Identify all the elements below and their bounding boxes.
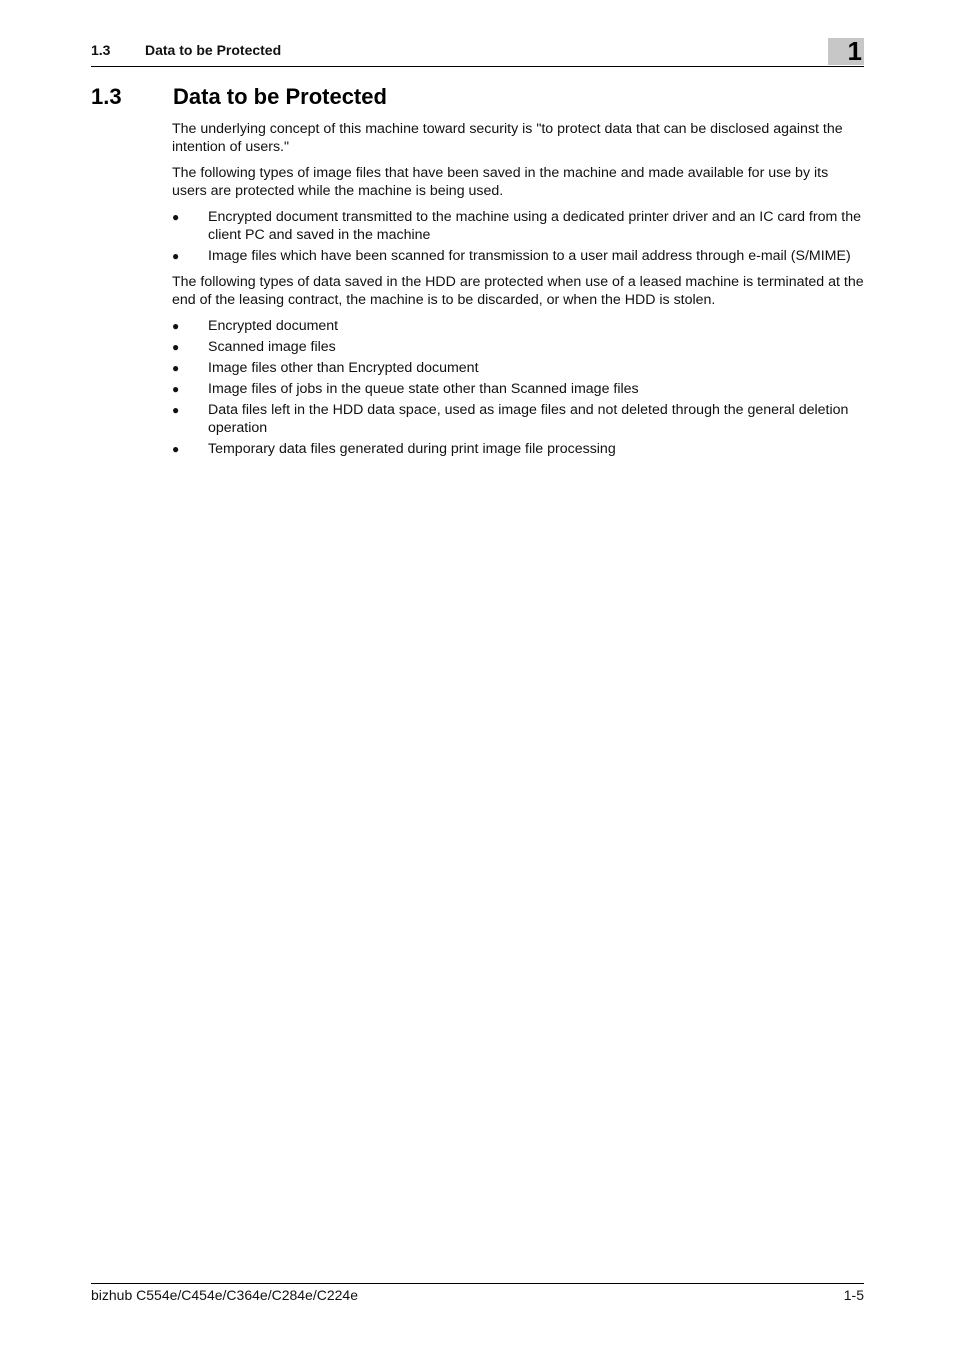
list-item <box>172 359 864 377</box>
footer-product-name: bizhub C554e/C454e/C364e/C284e/C224e <box>91 1287 358 1303</box>
list-item-text: Image files which have been scanned for transmission to a user mail address through e-mail (S/MIME) <box>208 248 851 264</box>
bullet-icon: ● <box>172 340 180 354</box>
section-heading-number: 1.3 <box>91 84 122 109</box>
bullet-list-hdd <box>172 317 864 458</box>
running-header <box>91 36 864 67</box>
list-item <box>172 208 864 244</box>
list-item <box>172 338 864 356</box>
list-item <box>172 380 864 398</box>
list-item-text: Encrypted document transmitted to the machine using a dedicated printer driver and an IC card from the client PC and saved in the machine <box>208 209 861 243</box>
bullet-icon: ● <box>172 319 180 333</box>
bullet-icon: ● <box>172 382 180 396</box>
chapter-tab <box>828 38 864 65</box>
footer-page-number: 1-5 <box>843 1287 864 1303</box>
list-item-text: Temporary data files generated during print image file processing <box>208 441 616 457</box>
section-heading-title: Data to be Protected <box>173 84 387 109</box>
section-heading <box>91 84 387 110</box>
header-section-number: 1.3 <box>91 42 111 58</box>
paragraph-intro: The underlying concept of this machine toward security is "to protect data that can be disclosed against the intention of users." <box>172 121 843 155</box>
list-item <box>172 401 864 437</box>
bullet-list-in-use <box>172 208 864 265</box>
bullet-icon: ● <box>172 442 180 456</box>
bullet-icon: ● <box>172 361 180 375</box>
header-section-title: Data to be Protected <box>145 42 282 58</box>
page-footer <box>91 1283 864 1303</box>
main-content <box>172 120 864 466</box>
list-item-text: Data files left in the HDD data space, used as image files and not deleted through the general deletion operation <box>208 402 849 436</box>
list-item <box>172 247 864 265</box>
paragraph-image-files: The following types of image files that have been saved in the machine and made available for use by its users are protected while the machine is being used. <box>172 165 829 199</box>
bullet-icon: ● <box>172 403 180 417</box>
paragraph-hdd: The following types of data saved in the HDD are protected when use of a leased machine is terminated at the end of the leasing contract, the machine is to be discarded, or when the HDD is stolen. <box>172 274 864 308</box>
list-item <box>172 440 864 458</box>
bullet-icon: ● <box>172 210 180 224</box>
list-item-text: Encrypted document <box>208 318 339 334</box>
list-item <box>172 317 864 335</box>
list-item-text: Image files other than Encrypted document <box>208 360 479 376</box>
chapter-number: 1 <box>847 36 862 66</box>
bullet-icon: ● <box>172 249 180 263</box>
list-item-text: Scanned image files <box>208 339 336 355</box>
list-item-text: Image files of jobs in the queue state other than Scanned image files <box>208 381 639 397</box>
